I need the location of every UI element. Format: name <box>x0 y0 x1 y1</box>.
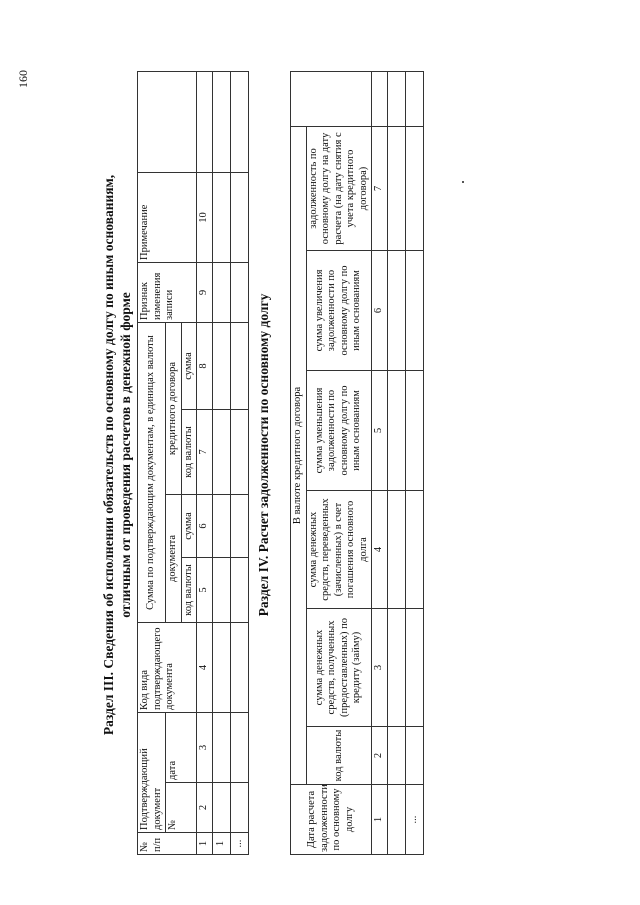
table-cell <box>405 727 423 785</box>
column-number: 7 <box>372 126 388 250</box>
header-currency-code: код валюты <box>306 727 372 785</box>
section3-table <box>137 71 249 855</box>
table-cell <box>230 71 248 172</box>
header-change-sign: Признак изменения записи <box>138 262 197 322</box>
table-cell <box>212 558 230 623</box>
row-ellipsis: ... <box>405 785 423 855</box>
column-number: 3 <box>197 713 213 783</box>
column-number: 3 <box>372 609 388 727</box>
column-number: 1 <box>372 785 388 855</box>
header-currency-code-contract: код валюты <box>181 410 197 495</box>
column-number: 2 <box>372 727 388 785</box>
table-cell <box>405 371 423 491</box>
table-cell <box>230 495 248 558</box>
header-contract-currency: кредитного договора <box>166 322 182 494</box>
column-number: 1 <box>197 833 213 855</box>
header-amount-contract: сумма <box>181 322 197 409</box>
table-cell <box>212 410 230 495</box>
column-number-empty <box>372 71 388 126</box>
table-cell <box>212 262 230 322</box>
table-cell <box>230 558 248 623</box>
column-number: 8 <box>197 322 213 409</box>
header-empty <box>138 71 197 172</box>
column-number: 2 <box>197 783 213 833</box>
table-cell <box>405 609 423 727</box>
table-cell <box>212 623 230 713</box>
row-number: 1 <box>212 833 230 855</box>
table-cell <box>230 172 248 262</box>
header-amount-doc: сумма <box>181 495 197 558</box>
header-repaid-funds: сумма денежных средств, переведенных (зачисленных) в счет погашения основного долга <box>306 491 372 609</box>
column-number: 4 <box>197 623 213 713</box>
table-cell <box>387 785 405 855</box>
table-cell <box>387 71 405 126</box>
column-number-empty <box>197 71 213 172</box>
table-cell <box>212 322 230 409</box>
table-cell <box>230 713 248 783</box>
header-debt-decrease: сумма уменьшения задолженности по основному долгу по иным основаниям <box>306 371 372 491</box>
table-cell <box>212 172 230 262</box>
table-cell <box>387 727 405 785</box>
header-calc-date: Дата расчета задолженности по основному долгу <box>291 785 372 855</box>
column-number: 5 <box>197 558 213 623</box>
header-confirming-document: Подтверждающий документ <box>138 713 166 833</box>
column-number: 6 <box>197 495 213 558</box>
table-cell <box>212 71 230 172</box>
table-cell <box>212 495 230 558</box>
section4-title: Раздел IV. Расчет задолженности по основному долгу <box>256 293 271 617</box>
table-cell <box>230 783 248 833</box>
table-cell <box>387 251 405 371</box>
table-cell <box>387 491 405 609</box>
table-cell <box>230 410 248 495</box>
header-doc-date: дата <box>166 713 197 783</box>
header-note: Примечание <box>138 172 197 262</box>
header-empty <box>291 71 372 126</box>
header-contract-currency: В валюте кредитного договора <box>291 126 307 784</box>
column-number: 5 <box>372 371 388 491</box>
table-cell <box>405 71 423 126</box>
section3-title-line1: Раздел III. Сведения об исполнении обязательств по основному долгу по иным основаниям, <box>101 174 116 736</box>
table-cell <box>212 713 230 783</box>
table-cell <box>405 126 423 250</box>
header-sum-by-documents: Сумма по подтверждающим документам, в единицах валюты <box>138 322 166 622</box>
header-debt-increase: сумма увеличения задолженности по основному долгу по иным основаниям <box>306 251 372 371</box>
section4-table <box>290 71 424 855</box>
column-number: 4 <box>372 491 388 609</box>
header-currency-code-doc: код валюты <box>181 558 197 623</box>
header-document-type-code: Код вида подтверждающего документа <box>138 623 197 713</box>
section3-title-line2: отличным от проведения расчетов в денежной форме <box>118 292 133 618</box>
table-cell <box>230 623 248 713</box>
column-number: 10 <box>197 172 213 262</box>
table-cell <box>212 783 230 833</box>
header-received-funds: сумма денежных средств, полученных (предоставленных) по кредиту (займу) <box>306 609 372 727</box>
table-cell <box>230 322 248 409</box>
header-row-number: № п/п <box>138 833 197 855</box>
column-number: 7 <box>197 410 213 495</box>
page-number: 160 <box>16 70 30 88</box>
table-cell <box>387 371 405 491</box>
table-cell <box>387 126 405 250</box>
header-debt-at-date: задолженность по основному долгу на дату расчета (на дату снятия с учета кредитного договора) <box>306 126 372 250</box>
row-ellipsis: ... <box>230 833 248 855</box>
section3-title <box>100 65 134 845</box>
table-cell <box>230 262 248 322</box>
table-cell <box>405 251 423 371</box>
header-document-currency: документа <box>166 495 182 623</box>
column-number: 9 <box>197 262 213 322</box>
header-doc-number: № <box>166 783 197 833</box>
table-cell <box>387 609 405 727</box>
table-cell <box>405 491 423 609</box>
column-number: 6 <box>372 251 388 371</box>
stray-dot <box>462 181 464 183</box>
